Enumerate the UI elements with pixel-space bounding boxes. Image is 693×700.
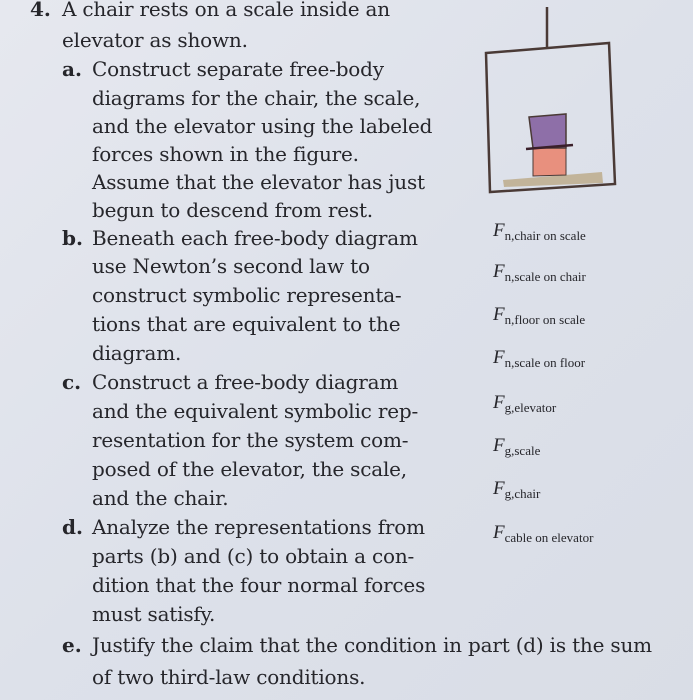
chair	[529, 114, 566, 148]
problem-number: 4.	[30, 0, 51, 21]
force-label	[493, 478, 540, 502]
part-text-line: Beneath each free-body diagram	[92, 226, 418, 250]
force-symbol: F	[493, 220, 505, 241]
part-text-line: Construct a free-body diagram	[92, 370, 399, 394]
elevator-figure	[470, 0, 693, 220]
force-symbol: F	[493, 435, 505, 456]
stem-line: A chair rests on a scale inside an	[62, 0, 390, 21]
part-text-line: parts (b) and (c) to obtain a con-	[92, 544, 415, 568]
force-symbol: F	[493, 347, 505, 368]
part-text-line: forces shown in the figure.	[92, 142, 359, 166]
part-text-line: Assume that the elevator has just	[92, 170, 425, 194]
part-text-line: of two third-law conditions.	[92, 665, 366, 689]
force-label	[493, 435, 540, 459]
force-subscript: n,chair on scale	[504, 228, 586, 243]
force-symbol: F	[493, 522, 505, 543]
force-subscript: n,scale on floor	[504, 355, 586, 370]
force-symbol: F	[493, 478, 505, 499]
part-text-line: construct symbolic representa-	[92, 283, 402, 307]
force-subscript: n,scale on chair	[504, 269, 586, 284]
force-symbol: F	[493, 261, 505, 282]
part-text-line: and the equivalent symbolic rep-	[92, 399, 419, 423]
part-label: a.	[62, 57, 82, 81]
force-subscript: n,floor on scale	[504, 312, 586, 327]
part-text-line: and the chair.	[92, 486, 229, 510]
part-text-line: tions that are equivalent to the	[92, 312, 401, 336]
force-subscript: cable on elevator	[504, 530, 594, 545]
part-text-line: Analyze the representations from	[92, 515, 425, 539]
force-subscript: g,elevator	[504, 400, 557, 415]
part-text-line: posed of the elevator, the scale,	[92, 457, 407, 481]
part-text-line: and the elevator using the labeled	[92, 114, 433, 138]
force-subscript: g,scale	[504, 443, 541, 458]
force-label	[493, 392, 556, 416]
part-label: c.	[62, 370, 82, 394]
force-symbol: F	[493, 304, 505, 325]
part-text-line: begun to descend from rest.	[92, 198, 373, 222]
force-label	[493, 220, 586, 244]
part-text-line: diagram.	[92, 341, 182, 365]
force-label	[493, 347, 585, 371]
part-label: d.	[62, 515, 83, 539]
part-text-line: Construct separate free-body	[92, 57, 384, 81]
part-text-line: dition that the four normal forces	[92, 573, 426, 597]
part-text-line: use Newton’s second law to	[92, 254, 370, 278]
part-label: b.	[62, 226, 83, 250]
force-label	[493, 261, 586, 285]
part-text-line: resentation for the system com-	[92, 428, 409, 452]
stem-line: elevator as shown.	[62, 28, 248, 52]
force-subscript: g,chair	[504, 486, 541, 501]
part-text-line: Justify the claim that the condition in part (d) is the sum	[92, 633, 652, 657]
force-label	[493, 304, 585, 328]
part-label: e.	[62, 633, 82, 657]
scale	[533, 145, 566, 176]
part-text-line: must satisfy.	[92, 602, 216, 626]
force-label	[493, 522, 593, 546]
part-text-line: diagrams for the chair, the scale,	[92, 86, 421, 110]
force-symbol: F	[493, 392, 505, 413]
